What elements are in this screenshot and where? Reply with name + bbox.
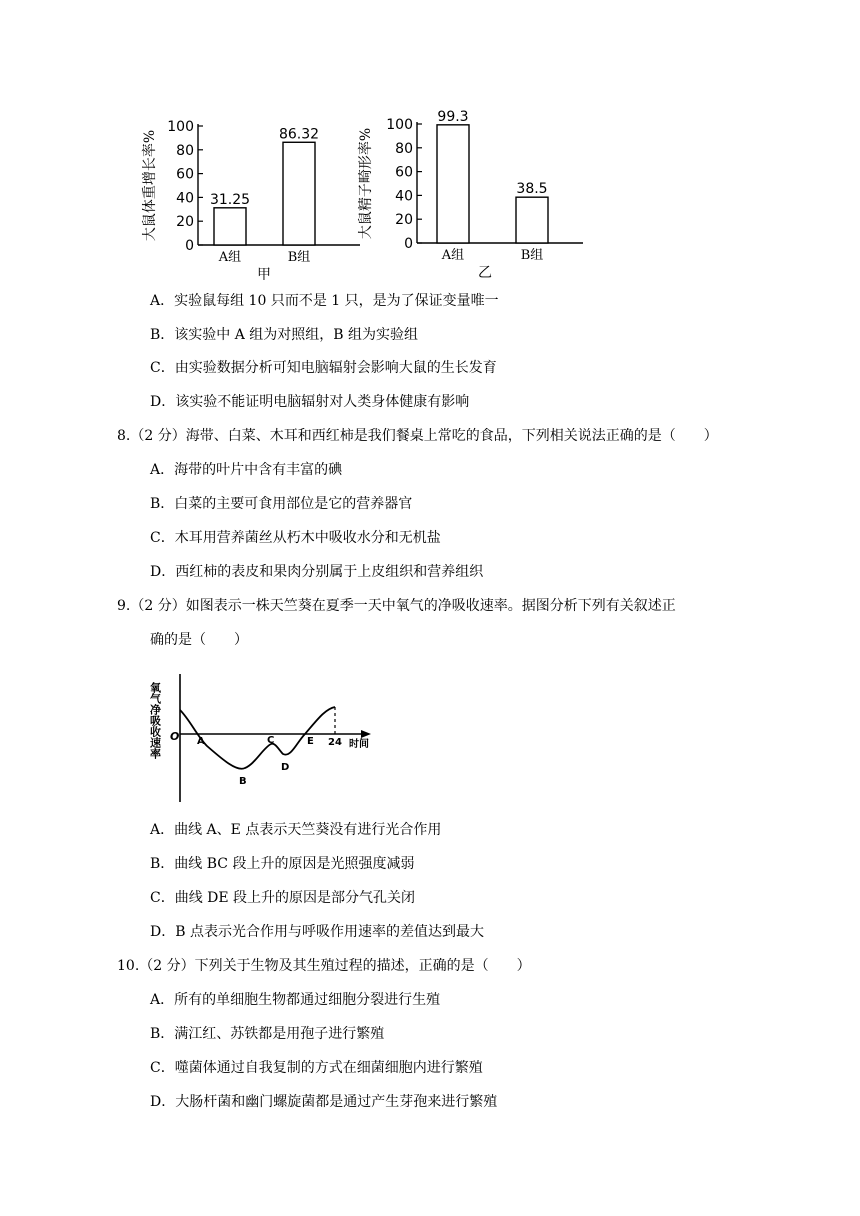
bar (516, 197, 548, 243)
category-label: B组 (287, 250, 311, 265)
q9-stem-line1: 9.（2 分）如图表示一株天竺葵在夏季一天中氧气的净吸收速率。据图分析下列有关叙述正 (117, 598, 676, 614)
q8-option-b[interactable]: B．白菜的主要可食用部位是它的营养器官 (150, 496, 413, 512)
bar-value-label: 31.25 (209, 191, 251, 208)
q8-option-c[interactable]: C．木耳用营养菌丝从朽木中吸收水分和无机盐 (150, 530, 441, 546)
q9-option-a[interactable]: A．曲线 A、E 点表示天竺葵没有进行光合作用 (150, 822, 442, 838)
q10-stem: 10.（2 分）下列关于生物及其生殖过程的描述，正确的是（ ） (117, 958, 531, 974)
q9-option-c[interactable]: C．曲线 DE 段上升的原因是部分气孔关闭 (150, 890, 416, 906)
q8-option-d[interactable]: D．西红柿的表皮和果肉分别属于上皮组织和营养组织 (150, 564, 484, 580)
bar (437, 125, 469, 243)
y-axis-label: 氧气净吸收速率 (148, 682, 162, 759)
category-label: A组 (218, 250, 242, 265)
y-axis-label: 大鼠精子畸形率% (358, 127, 374, 240)
q7-option-d[interactable]: D．该实验不能证明电脑辐射对人类身体健康有影响 (150, 394, 470, 410)
end-label-24: 24 (328, 737, 342, 748)
chart-sperm-abnormality (355, 100, 590, 280)
y-axis-label: 大鼠体重增长率% (142, 129, 158, 242)
bar-value-label: 38.5 (516, 181, 548, 198)
chart-title: 乙 (478, 265, 492, 280)
y-tick-label: 60 (176, 166, 194, 183)
x-axis-arrow (361, 730, 371, 738)
x-axis-label: 时间 (349, 739, 369, 750)
q8-stem: 8.（2 分）海带、白菜、木耳和西红柿是我们餐桌上常吃的食品，下列相关说法正确的是（ ） (117, 428, 718, 444)
y-tick-label: 20 (176, 214, 194, 231)
chart-oxygen-absorption (145, 664, 385, 806)
bar-value-label: 99.3 (437, 108, 469, 125)
y-tick-label: 40 (176, 190, 194, 207)
q7-option-a[interactable]: A．实验鼠每组 10 只而不是 1 只，是为了保证变量唯一 (150, 293, 499, 309)
bar-value-label: 86.32 (278, 126, 320, 143)
q9-stem-line2: 确的是（ ） (150, 632, 248, 648)
chart-title: 甲 (257, 267, 271, 280)
y-tick-label: 60 (395, 164, 413, 181)
q10-option-d[interactable]: D．大肠杆菌和幽门螺旋菌都是通过产生芽孢来进行繁殖 (150, 1094, 498, 1110)
q10-option-b[interactable]: B．满江红、苏铁都是用孢子进行繁殖 (150, 1026, 385, 1042)
q9-option-b[interactable]: B．曲线 BC 段上升的原因是光照强度减弱 (150, 856, 415, 872)
chart-weight-growth (140, 112, 365, 280)
q9-option-d[interactable]: D．B 点表示光合作用与呼吸作用速率的差值达到最大 (150, 924, 484, 940)
bar (214, 208, 246, 245)
y-tick-label: 100 (386, 117, 413, 133)
point-label-d: D (281, 762, 290, 773)
q7-option-b[interactable]: B．该实验中 A 组为对照组，B 组为实验组 (150, 327, 419, 343)
point-label-a: A (197, 736, 205, 747)
y-tick-label: 0 (185, 238, 194, 254)
y-tick-label: 80 (395, 140, 413, 157)
origin-label: O (170, 730, 180, 743)
q10-option-c[interactable]: C．噬菌体通过自我复制的方式在细菌细胞内进行繁殖 (150, 1060, 483, 1076)
category-label: B组 (520, 248, 544, 263)
y-tick-label: 40 (395, 188, 413, 205)
bar (283, 142, 315, 245)
point-label-e: E (307, 736, 314, 747)
q10-option-a[interactable]: A．所有的单细胞生物都通过细胞分裂进行生殖 (150, 992, 441, 1008)
category-label: A组 (441, 248, 465, 263)
y-tick-label: 100 (167, 119, 194, 135)
y-tick-label: 80 (176, 142, 194, 159)
q8-option-a[interactable]: A．海带的叶片中含有丰富的碘 (150, 462, 343, 478)
point-label-c: C (267, 735, 275, 746)
q7-option-c[interactable]: C．由实验数据分析可知电脑辐射会影响大鼠的生长发育 (150, 360, 497, 376)
y-tick-label: 0 (404, 236, 413, 252)
y-tick-label: 20 (395, 212, 413, 229)
point-label-b: B (239, 776, 247, 787)
